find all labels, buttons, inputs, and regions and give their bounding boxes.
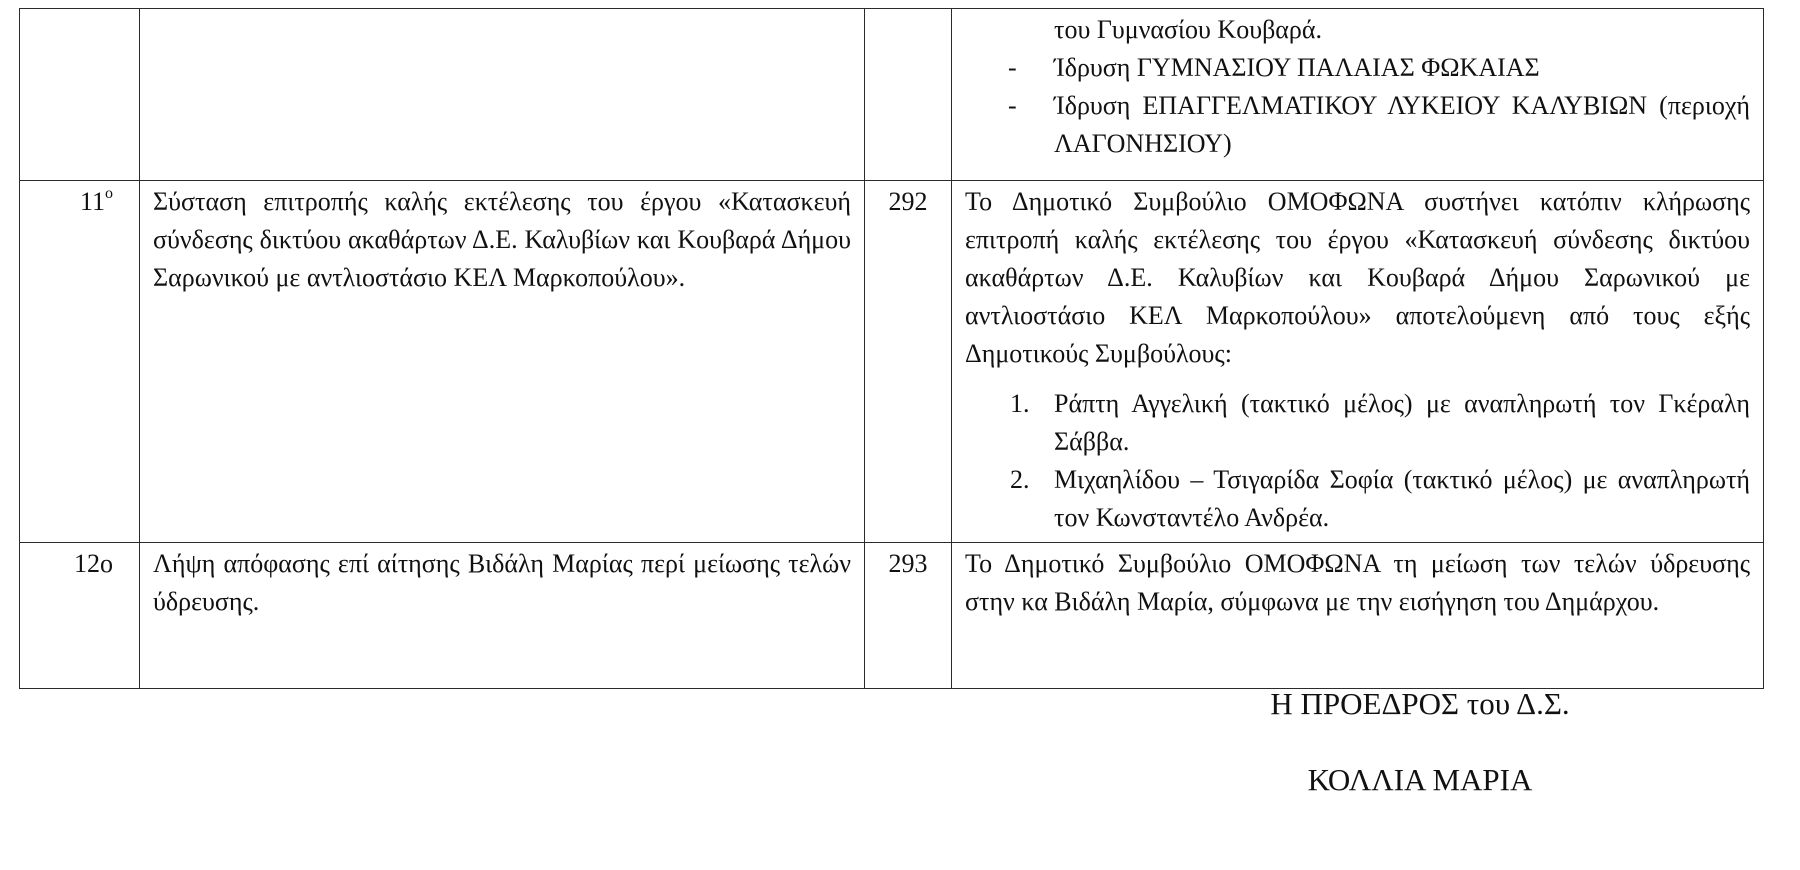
decision-number: 293 [888,549,928,578]
committee-members-list [965,385,1750,537]
list-item-text: Ίδρυση ΕΠΑΓΓΕΛΜΑΤΙΚΟΥ ΛΥΚΕΙΟΥ ΚΑΛΥΒΙΩΝ (περιοχή ΛΑΓΟΝΗΣΙΟΥ) [1054,91,1750,158]
item-number: 12ο [74,549,113,578]
list-number: 2. [1010,465,1030,494]
table-row [20,543,1764,689]
continuation-list [965,49,1750,163]
subject-cell [140,543,865,689]
subject-text: Σύσταση επιτροπής καλής εκτέλεσης του έργου «Κατασκευή σύνδεσης δικτύου ακαθάρτων Δ.Ε. Καλυβίων και Κουβαρά Δήμου Σαρωνικού με αντλιοστάσιο ΚΕΛ Μαρκοπούλου». [153,187,851,292]
resolution-cell [952,181,1764,543]
list-item-text: Ράπτη Αγγελική (τακτικό μέλος) με αναπληρωτή τον Γκέραλη Σάββα. [1054,389,1750,456]
item-number-suffix: ο [105,185,113,202]
list-item [965,385,1750,461]
list-item [965,87,1750,163]
list-item-text: Μιχαηλίδου – Τσιγαρίδα Σοφία (τακτικό μέλος) με αναπληρωτή τον Κωνσταντέλο Ανδρέα. [1054,465,1750,532]
item-number: 11 [79,187,105,216]
item-number-cell [20,543,140,689]
continuation-text: του Γυμνασίου Κουβαρά. [1054,15,1323,44]
dash-marker: - [1008,91,1017,120]
signature-title: Η ΠΡΟΕΔΡΟΣ του Δ.Σ. [1270,686,1570,721]
subject-cell [140,181,865,543]
table-row [20,181,1764,543]
resolution-text: Το Δημοτικό Συμβούλιο ΟΜΟΦΩΝΑ συστήνει κατόπιν κλήρωσης επιτροπή καλής εκτέλεσης του έργου «Κατασκευή σύνδεσης δικτύου ακαθάρτων Δ.Ε. Καλυβίων και Κουβαρά Δήμου Σαρωνικού με αντλιοστάσιο ΚΕΛ Μαρκοπούλου» αποτελούμενη από τους εξής Δημοτικούς Συμβούλους: [965,187,1750,368]
signature-name: ΚΟΛΛΙΑ ΜΑΡΙΑ [1307,762,1533,797]
minutes-table [19,8,1764,689]
subject-cell [140,9,865,181]
decision-number-cell [865,181,952,543]
resolution-text: Το Δημοτικό Συμβούλιο ΟΜΟΦΩΝΑ τη μείωση των τελών ύδρευσης στην κα Βιδάλη Μαρία, σύμφωνα με την εισήγηση του Δημάρχου. [965,549,1750,616]
decision-number-cell [865,543,952,689]
table-row-continuation [20,9,1764,181]
resolution-cell [952,543,1764,689]
list-item [965,49,1750,87]
resolution-cell [952,9,1764,181]
item-number-cell [20,181,140,543]
list-number: 1. [1010,389,1030,418]
decision-number: 292 [888,187,928,216]
list-item [965,461,1750,537]
decision-number-cell [865,9,952,181]
item-number-cell [20,9,140,181]
dash-marker: - [1008,53,1017,82]
subject-text: Λήψη απόφασης επί αίτησης Βιδάλη Μαρίας περί μείωσης τελών ύδρευσης. [153,549,851,616]
list-item-text: Ίδρυση ΓΥΜΝΑΣΙΟΥ ΠΑΛΑΙΑΣ ΦΩΚΑΙΑΣ [1054,53,1540,82]
